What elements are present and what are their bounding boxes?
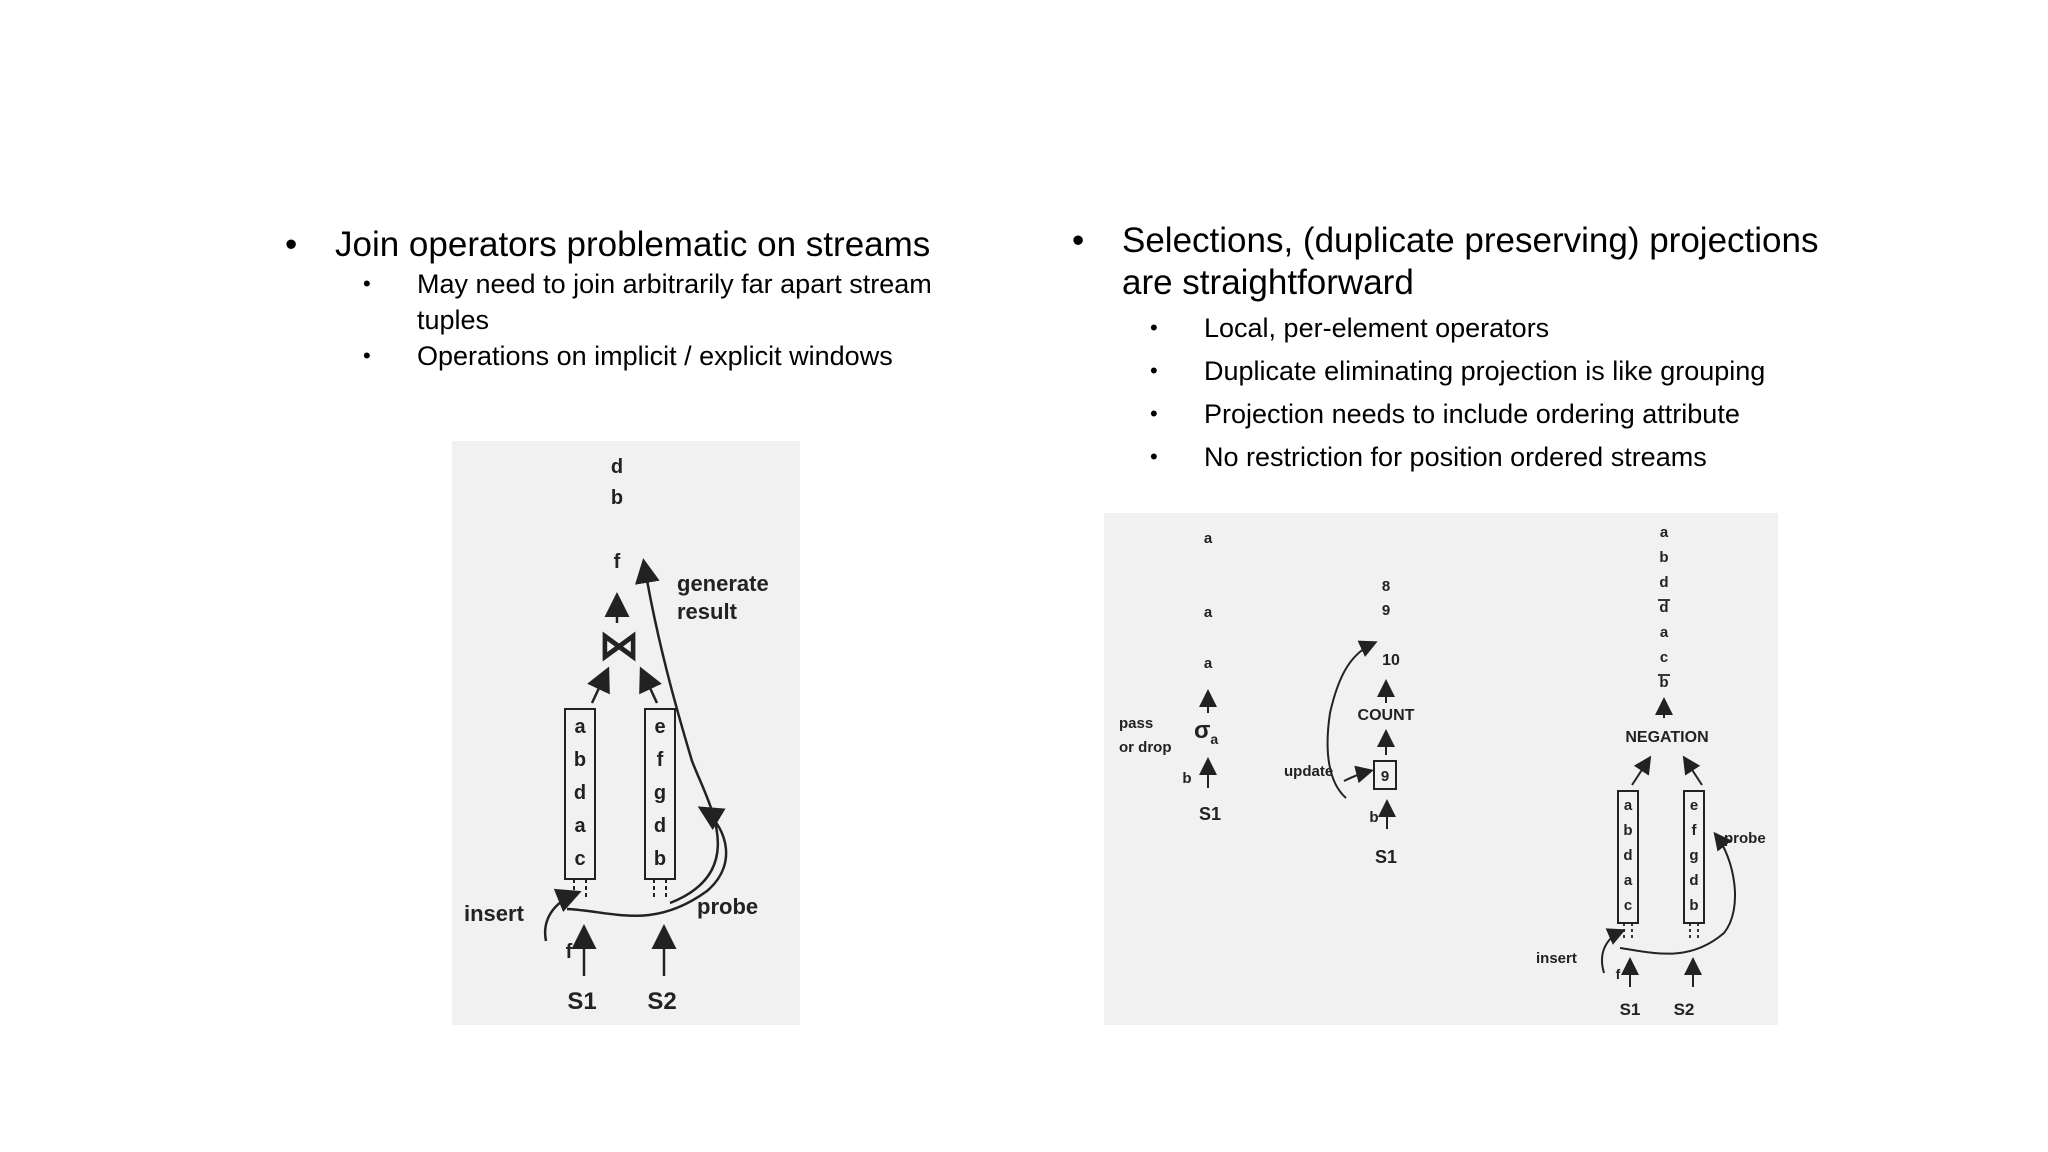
right-item-2: • Duplicate eliminating projection is like grouping bbox=[1150, 353, 1852, 389]
negation-insert-label: insert bbox=[1536, 950, 1577, 967]
join-window-s1-tuple-1: a bbox=[574, 716, 586, 738]
count-output-3: 10 bbox=[1382, 652, 1400, 669]
negation-window-s1-tuple-2: b bbox=[1623, 822, 1633, 839]
join-output-2: b bbox=[610, 487, 624, 509]
left-column bbox=[285, 224, 1005, 374]
join-window-s1-tuple-5: c bbox=[574, 848, 586, 870]
left-heading: • Join operators problematic on streams bbox=[285, 224, 1005, 266]
negation-output-2: b bbox=[1659, 549, 1669, 566]
count-output-1: 8 bbox=[1381, 578, 1391, 595]
negation-window-s2-tuple-2: f bbox=[1691, 822, 1697, 839]
negation-probe-label: probe bbox=[1724, 830, 1766, 847]
stream-s1-label: S1 bbox=[567, 988, 597, 1015]
negation-output-3: d bbox=[1659, 574, 1669, 591]
left-item-2: • Operations on implicit / explicit windows bbox=[363, 338, 1005, 374]
negation-output-4: d bbox=[1659, 599, 1669, 616]
join-window-s1-tuple-4: a bbox=[574, 815, 586, 837]
negation-operator-diagram bbox=[1536, 524, 1766, 1019]
negation-window-s1-tuple-1: a bbox=[1623, 797, 1633, 814]
join-window-s2-tuple-3: g bbox=[653, 782, 667, 804]
join-output-1: d bbox=[610, 456, 624, 478]
select-output-3: a bbox=[1203, 655, 1213, 672]
negation-operator: NEGATION bbox=[1625, 729, 1709, 746]
join-output-3: f bbox=[613, 551, 621, 573]
negation-window-s1-tuple-5: c bbox=[1623, 897, 1633, 914]
join-figure bbox=[452, 441, 800, 1025]
join-operator-symbol: ⋈ bbox=[599, 624, 639, 668]
negation-window-s2-tuple-5: b bbox=[1689, 897, 1699, 914]
negation-window-s2-tuple-4: d bbox=[1689, 872, 1699, 889]
count-operator-diagram bbox=[1284, 578, 1415, 867]
join-window-s1-tuple-3: d bbox=[573, 782, 587, 804]
negation-window-s2-tuple-3: g bbox=[1689, 847, 1699, 864]
negation-window-s1-tuple-4: a bbox=[1623, 872, 1633, 889]
join-input-arrow-right bbox=[642, 671, 657, 703]
join-input-tuple: f bbox=[565, 941, 573, 963]
right-column bbox=[1072, 220, 1852, 475]
probe-label: probe bbox=[697, 894, 759, 919]
join-window-s2-tuple-2: f bbox=[656, 749, 664, 771]
insert-label: insert bbox=[464, 901, 524, 926]
select-output-1: a bbox=[1203, 530, 1213, 547]
right-item-1: • Local, per-element operators bbox=[1150, 310, 1852, 346]
pass-or-drop-note: pass or drop bbox=[1119, 715, 1172, 756]
selection-operator-diagram bbox=[1119, 530, 1221, 824]
count-operator: COUNT bbox=[1357, 707, 1415, 724]
left-item-1: • May need to join arbitrarily far apart stream tuples bbox=[363, 266, 957, 338]
negation-output-6: c bbox=[1659, 649, 1669, 666]
stream-s2-label: S2 bbox=[647, 988, 677, 1015]
operators-figure bbox=[1104, 513, 1778, 1025]
count-stream-label: S1 bbox=[1374, 847, 1398, 867]
right-item-3: • Projection needs to include ordering attribute bbox=[1150, 396, 1852, 432]
select-input-tuple: b bbox=[1182, 770, 1192, 787]
join-window-s2-tuple-5: b bbox=[653, 848, 667, 870]
select-stream-label: S1 bbox=[1198, 804, 1222, 824]
negation-input-tuple: f bbox=[1615, 966, 1621, 982]
generate-result-label: generate result bbox=[677, 571, 769, 624]
select-operator: $\sigma_a$ bbox=[1194, 717, 1219, 747]
negation-window-s1-tuple-3: d bbox=[1623, 847, 1633, 864]
negation-stream-s2: S2 bbox=[1673, 1000, 1695, 1019]
join-window-s1-tuple-2: b bbox=[573, 749, 587, 771]
join-window-s2-tuple-4: d bbox=[653, 815, 667, 837]
count-output-2: 9 bbox=[1381, 602, 1391, 619]
right-item-4: • No restriction for position ordered streams bbox=[1150, 439, 1852, 475]
count-update-label: update bbox=[1284, 763, 1334, 780]
count-state: 9 bbox=[1380, 768, 1390, 785]
negation-output-1: a bbox=[1659, 524, 1669, 541]
negation-stream-s1: S1 bbox=[1619, 1000, 1641, 1019]
join-window-s2-tuple-1: e bbox=[654, 716, 666, 738]
select-output-2: a bbox=[1203, 604, 1213, 621]
join-input-arrow-left bbox=[592, 671, 607, 703]
negation-output-5: a bbox=[1659, 624, 1669, 641]
negation-window-s2-tuple-1: e bbox=[1689, 797, 1699, 814]
right-heading: • Selections, (duplicate preserving) projections are straightforward bbox=[1072, 220, 1852, 304]
insert-arrow bbox=[545, 893, 577, 941]
negation-output-7: b bbox=[1659, 674, 1669, 691]
count-input-tuple: b bbox=[1369, 809, 1379, 826]
